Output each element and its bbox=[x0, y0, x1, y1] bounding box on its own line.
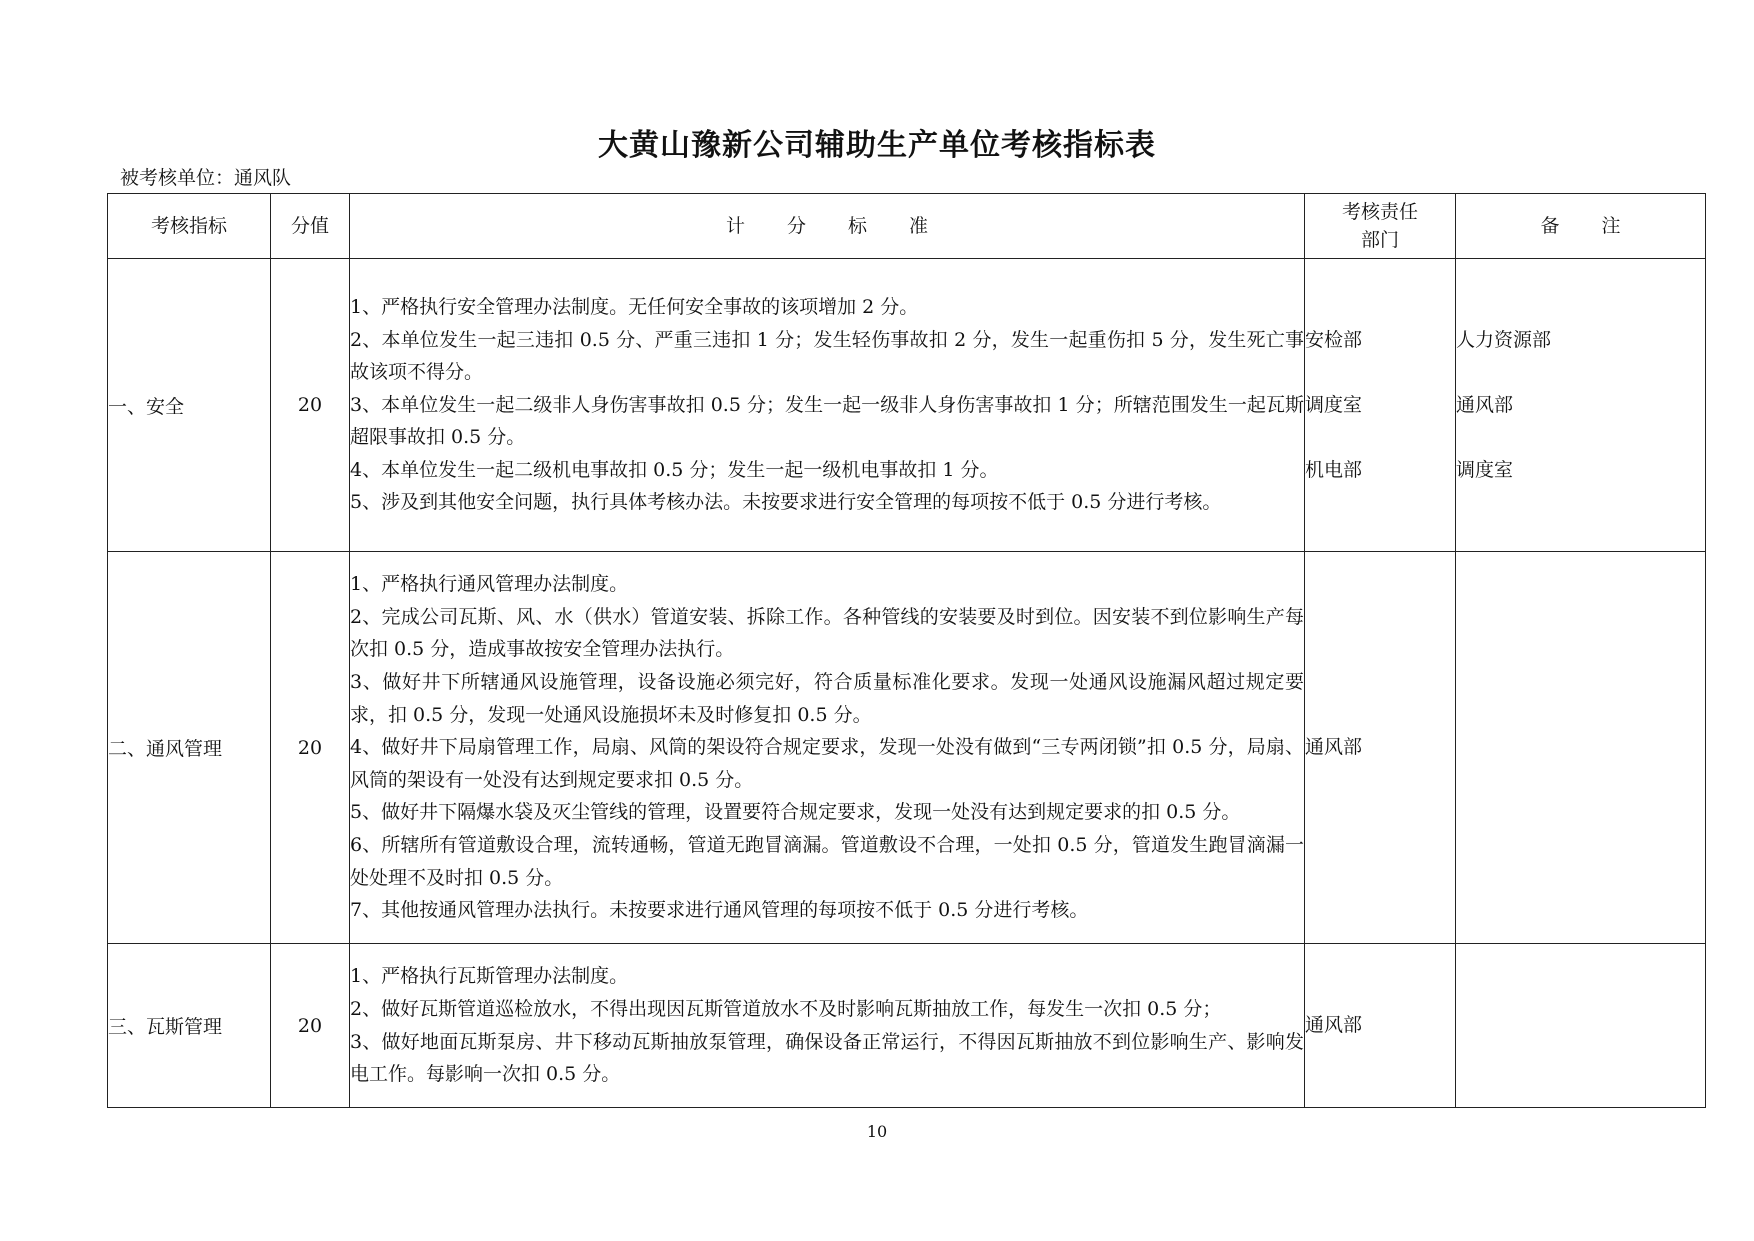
criteria-item: 1、严格执行通风管理办法制度。 bbox=[350, 573, 629, 596]
note-cell bbox=[1456, 552, 1706, 944]
assessed-unit-label: 被考核单位：通风队 bbox=[120, 167, 292, 189]
criteria-item: 1、严格执行安全管理办法制度。无任何安全事故的该项增加 2 分。 bbox=[350, 295, 919, 318]
assessment-table bbox=[107, 193, 1706, 1108]
indicator-cell: 一、安全 bbox=[108, 259, 271, 552]
criteria-item: 2、做好瓦斯管道巡检放水，不得出现因瓦斯管道放水不及时影响瓦斯抽放工作，每发生一次扣 0.5 分； bbox=[350, 997, 1222, 1020]
note-cell bbox=[1456, 259, 1706, 552]
score-cell: 20 bbox=[271, 259, 350, 552]
dept-name: 安检部 bbox=[1305, 328, 1363, 351]
criteria-item: 1、严格执行瓦斯管理办法制度。 bbox=[350, 965, 629, 988]
header-note bbox=[1456, 194, 1706, 259]
dept-name: 机电部 bbox=[1305, 458, 1363, 481]
criteria-item: 2、完成公司瓦斯、风、水（供水）管道安装、拆除工作。各种管线的安装要及时到位。因安装不到位影响生产每次扣 0.5 分，造成事故按安全管理办法执行。 bbox=[350, 605, 1304, 661]
indicator-cell: 三、瓦斯管理 bbox=[108, 944, 271, 1108]
table-row bbox=[108, 552, 1706, 944]
criteria-item: 4、做好井下局扇管理工作，局扇、风筒的架设符合规定要求，发现一处没有做到“三专两闭锁”扣 0.5 分，局扇、风筒的架设有一处没有达到规定要求扣 0.5 分。 bbox=[350, 736, 1304, 791]
table-row bbox=[108, 259, 1706, 552]
score-cell: 20 bbox=[271, 944, 350, 1108]
criteria-item: 5、涉及到其他安全问题，执行具体考核办法。未按要求进行安全管理的每项按不低于 0.5 分进行考核。 bbox=[350, 491, 1222, 514]
score-cell: 20 bbox=[271, 552, 350, 944]
criteria-item: 3、本单位发生一起二级非人身伤害事故扣 0.5 分；发生一起一级非人身伤害事故扣 1 分；所辖范围发生一起瓦斯超限事故扣 0.5 分。 bbox=[350, 393, 1304, 449]
note-item: 人力资源部 bbox=[1456, 328, 1552, 351]
note-item: 调度室 bbox=[1456, 458, 1514, 481]
criteria-item: 3、做好地面瓦斯泵房、井下移动瓦斯抽放泵管理，确保设备正常运行，不得因瓦斯抽放不到位影响生产、影响发电工作。每影响一次扣 0.5 分。 bbox=[350, 1030, 1304, 1086]
header-criteria bbox=[350, 194, 1305, 259]
header-criteria-text: 计分标准 bbox=[725, 215, 970, 237]
responsible-dept-cell bbox=[1305, 259, 1456, 552]
document-title: 大黄山豫新公司辅助生产单位考核指标表 bbox=[598, 128, 1156, 163]
note-item: 通风部 bbox=[1456, 393, 1514, 416]
criteria-item: 5、做好井下隔爆水袋及灭尘管线的管理，设置要符合规定要求，发现一处没有达到规定要求的扣 0.5 分。 bbox=[350, 801, 1241, 824]
header-dept: 考核责任部门 bbox=[1305, 194, 1456, 259]
responsible-dept-cell bbox=[1305, 944, 1456, 1108]
page-number: 10 bbox=[866, 1122, 888, 1141]
indicator-cell: 二、通风管理 bbox=[108, 552, 271, 944]
criteria-item: 6、所辖所有管道敷设合理，流转通畅，管道无跑冒滴漏。管道敷设不合理，一处扣 0.5 分，管道发生跑冒滴漏一处处理不及时扣 0.5 分。 bbox=[350, 833, 1304, 889]
dept-name: 通风部 bbox=[1305, 736, 1363, 758]
header-indicator: 考核指标 bbox=[108, 194, 271, 259]
dept-name: 调度室 bbox=[1305, 393, 1363, 416]
criteria-cell bbox=[350, 944, 1305, 1108]
criteria-item: 2、本单位发生一起三违扣 0.5 分、严重三违扣 1 分；发生轻伤事故扣 2 分，发生一起重伤扣 5 分，发生死亡事故该项不得分。 bbox=[350, 328, 1304, 384]
header-note-text: 备注 bbox=[1540, 215, 1663, 237]
note-cell bbox=[1456, 944, 1706, 1108]
dept-name: 通风部 bbox=[1305, 1014, 1363, 1036]
criteria-cell bbox=[350, 259, 1305, 552]
criteria-item: 7、其他按通风管理办法执行。未按要求进行通风管理的每项按不低于 0.5 分进行考核。 bbox=[350, 899, 1089, 922]
table-row bbox=[108, 944, 1706, 1108]
header-row bbox=[108, 194, 1706, 259]
criteria-cell bbox=[350, 552, 1305, 944]
criteria-item: 3、做好井下所辖通风设施管理，设备设施必须完好，符合质量标准化要求。发现一处通风设施漏风超过规定要求，扣 0.5 分，发现一处通风设施损坏未及时修复扣 0.5 分。 bbox=[350, 671, 1304, 726]
criteria-item: 4、本单位发生一起二级机电事故扣 0.5 分；发生一起一级机电事故扣 1 分。 bbox=[350, 458, 999, 481]
header-score: 分值 bbox=[271, 194, 350, 259]
responsible-dept-cell bbox=[1305, 552, 1456, 944]
